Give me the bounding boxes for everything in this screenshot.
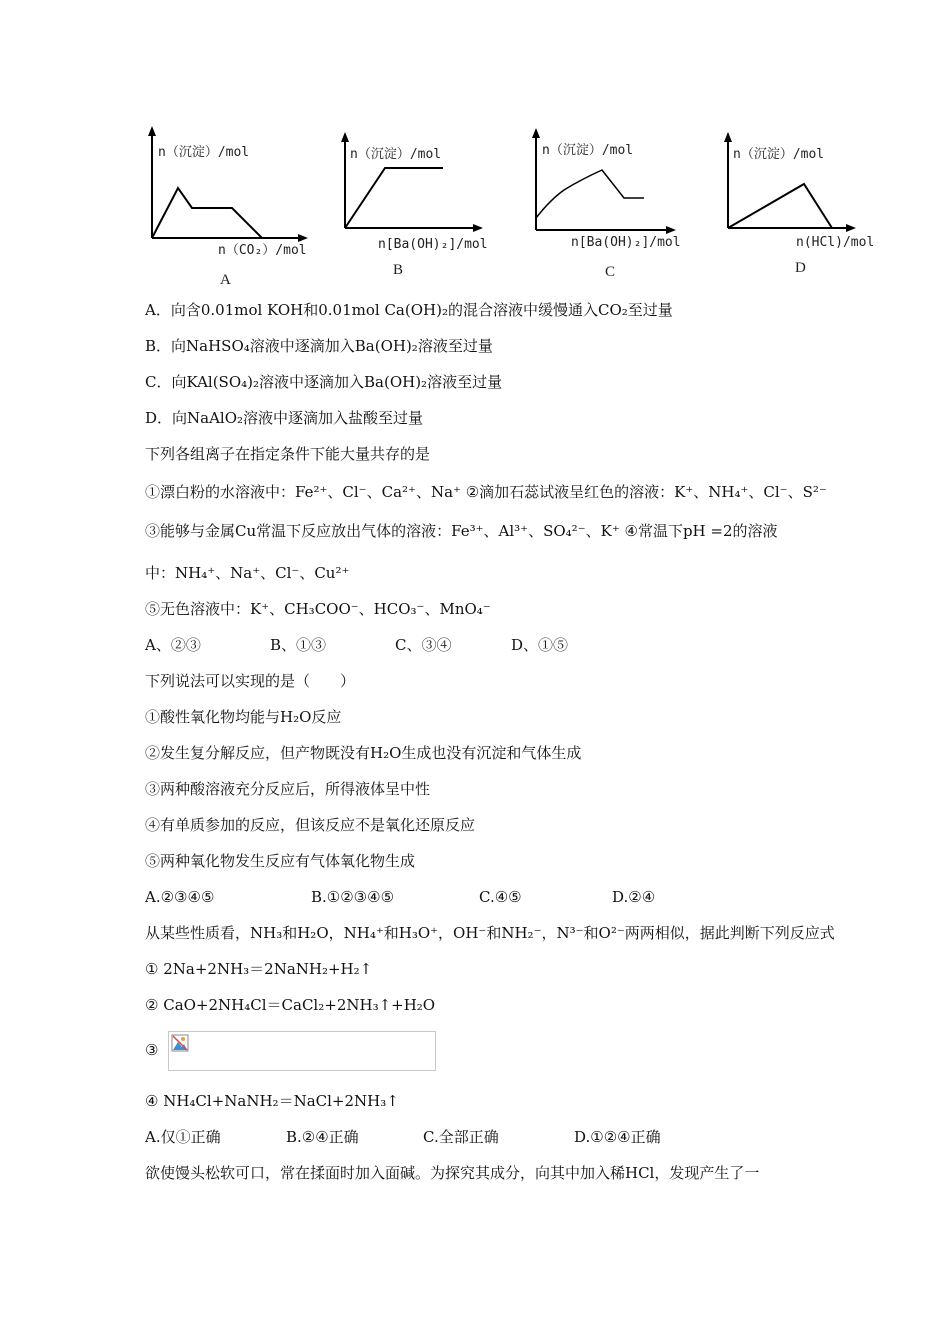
graph-d-ylabel: n（沉淀）/mol bbox=[733, 147, 825, 162]
q3-statement-5: ⑤两种氧化物发生反应有气体氧化物生成 bbox=[145, 852, 416, 870]
graph-c-letter: C bbox=[605, 264, 616, 280]
q2-stem: 下列各组离子在指定条件下能大量共存的是 bbox=[145, 445, 431, 463]
q4-options bbox=[145, 1127, 661, 1147]
q4-reaction-2: ② CaO+2NH₄Cl＝CaCl₂+2NH₃↑+H₂O bbox=[145, 996, 436, 1014]
graph-d bbox=[720, 118, 890, 288]
q4-opt-d: D.①②④正确 bbox=[574, 1128, 661, 1146]
broken-image-placeholder bbox=[168, 1031, 436, 1071]
q4-reaction-1: ① 2Na+2NH₃＝2NaNH₂+H₂↑ bbox=[145, 960, 373, 978]
q3-opt-a: A.②③④⑤ bbox=[145, 888, 215, 906]
q2-opt-c: C、③④ bbox=[395, 636, 452, 654]
q2-options bbox=[145, 635, 568, 655]
q1-option-a: A．向含0.01mol KOH和0.01mol Ca(OH)₂的混合溶液中缓慢通入CO₂至过量 bbox=[145, 301, 673, 319]
q1-option-c: C．向KAl(SO₄)₂溶液中逐滴加入Ba(OH)₂溶液至过量 bbox=[145, 373, 503, 391]
q2-item-5: ⑤无色溶液中：K⁺、CH₃COO⁻、HCO₃⁻、MnO₄⁻ bbox=[145, 600, 491, 618]
q3-opt-d: D.②④ bbox=[612, 888, 656, 906]
q2-opt-b: B、①③ bbox=[270, 636, 327, 654]
q2-item-3-4: ③能够与金属Cu常温下反应放出气体的溶液：Fe³⁺、Al³⁺、SO₄²⁻、K⁺ ④常温下pH =2的溶液 bbox=[145, 522, 778, 540]
q3-statement-3: ③两种酸溶液充分反应后，所得液体呈中性 bbox=[145, 780, 431, 798]
q3-opt-b: B.①②③④⑤ bbox=[311, 888, 395, 906]
graph-a-xlabel: n（CO₂）/mol bbox=[218, 243, 307, 258]
graph-d-letter: D bbox=[795, 260, 806, 276]
q3-opt-c: C.④⑤ bbox=[479, 888, 522, 906]
q2-item-1-2: ①漂白粉的水溶液中：Fe²⁺、Cl⁻、Ca²⁺、Na⁺ ②滴加石蕊试液呈红色的溶液：K⁺、NH₄⁺、Cl⁻、S²⁻ bbox=[145, 483, 827, 501]
q3-stem: 下列说法可以实现的是（ ） bbox=[145, 672, 356, 690]
q2-opt-a: A、②③ bbox=[145, 636, 201, 654]
q3-statement-2: ②发生复分解反应，但产物既没有H₂O生成也没有沉淀和气体生成 bbox=[145, 744, 582, 762]
q4-reaction-4: ④ NH₄Cl+NaNH₂＝NaCl+2NH₃↑ bbox=[145, 1092, 399, 1110]
q5-stem: 欲使馒头松软可口，常在揉面时加入面碱。为探究其成分，向其中加入稀HCl，发现产生了一 bbox=[145, 1164, 760, 1182]
graph-a-letter: A bbox=[220, 272, 231, 288]
graph-c bbox=[528, 118, 698, 288]
q4-opt-b: B.②④正确 bbox=[286, 1128, 359, 1146]
q3-statement-4: ④有单质参加的反应，但该反应不是氧化还原反应 bbox=[145, 816, 476, 834]
q1-option-d: D．向NaAlO₂溶液中逐滴加入盐酸至过量 bbox=[145, 409, 424, 427]
graph-a-ylabel: n（沉淀）/mol bbox=[158, 145, 250, 160]
q3-options bbox=[145, 887, 655, 907]
q2-opt-d: D、①⑤ bbox=[511, 636, 569, 654]
q4-opt-c: C.全部正确 bbox=[423, 1128, 499, 1146]
graph-b-xlabel: n[Ba(OH)₂]/mol bbox=[378, 237, 488, 252]
q4-stem: 从某些性质看，NH₃和H₂O，NH₄⁺和H₃O⁺，OH⁻和NH₂⁻，N³⁻和O²⁻两两相似，据此判断下列反应式 bbox=[145, 924, 835, 942]
q2-item-4-cont: 中：NH₄⁺、Na⁺、Cl⁻、Cu²⁺ bbox=[145, 564, 350, 582]
graph-a bbox=[140, 118, 310, 288]
q4-opt-a: A.仅①正确 bbox=[145, 1128, 221, 1146]
q4-reaction-3: ③ bbox=[145, 1041, 159, 1059]
graph-d-xlabel: n(HCl)/mol bbox=[796, 235, 875, 250]
graph-b-ylabel: n（沉淀）/mol bbox=[350, 147, 442, 162]
graph-b-letter: B bbox=[393, 262, 404, 278]
graph-c-xlabel: n[Ba(OH)₂]/mol bbox=[571, 235, 681, 250]
broken-image-icon bbox=[171, 1034, 189, 1052]
graph-c-ylabel: n（沉淀）/mol bbox=[542, 143, 634, 158]
graph-b bbox=[335, 118, 505, 288]
q3-statement-1: ①酸性氧化物均能与H₂O反应 bbox=[145, 708, 342, 726]
q1-option-b: B．向NaHSO₄溶液中逐滴加入Ba(OH)₂溶液至过量 bbox=[145, 337, 493, 355]
